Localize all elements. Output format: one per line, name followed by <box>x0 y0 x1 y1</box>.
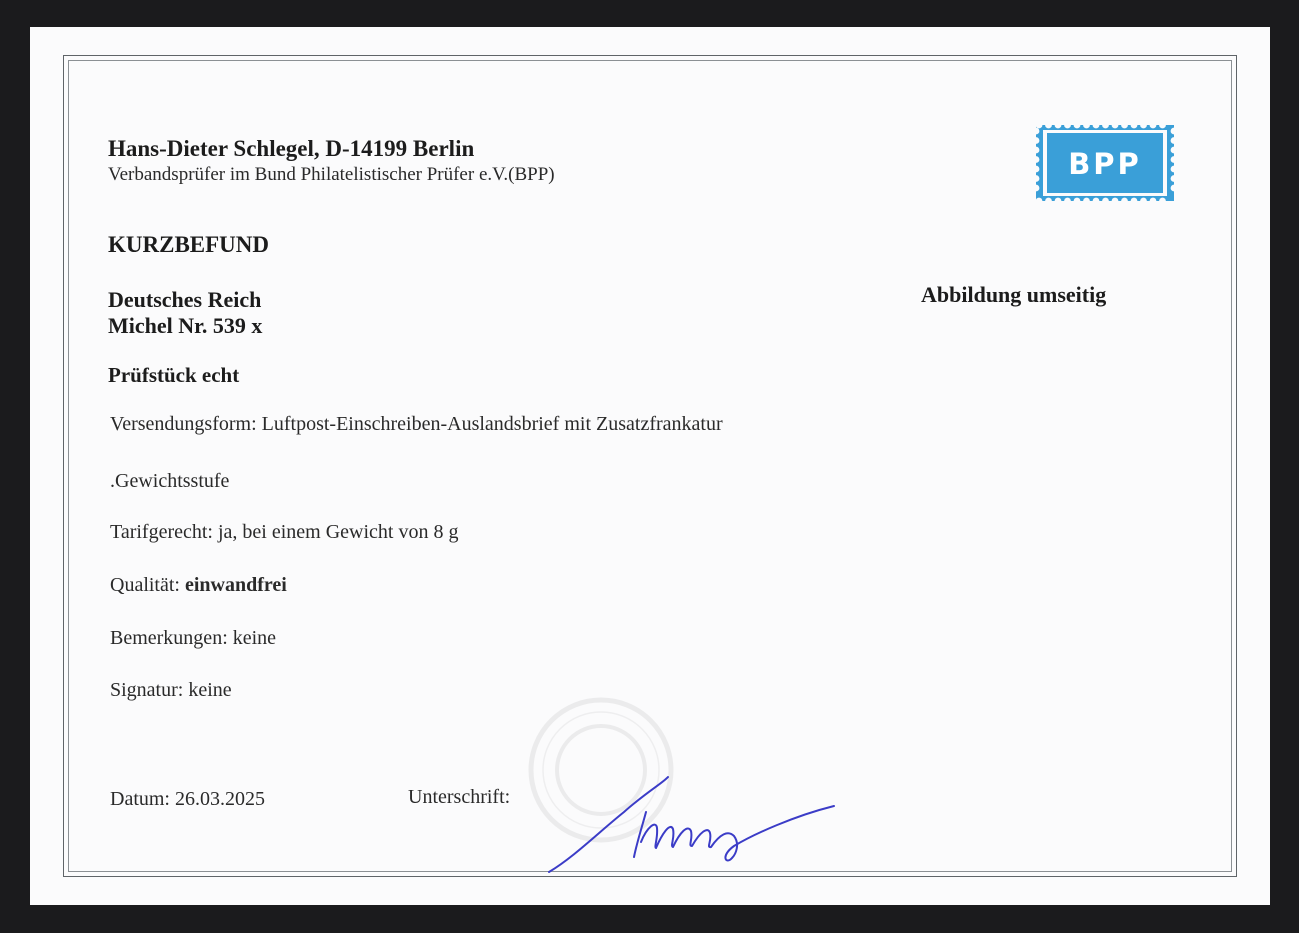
quality-label: Qualität: <box>110 574 180 596</box>
shipping-form: Versendungsform: Luftpost-Einschreiben-Auslandsbrief mit Zusatzfrankatur <box>110 413 723 435</box>
remarks: Bemerkungen: keine <box>110 627 277 649</box>
handwritten-signature <box>544 772 874 877</box>
signature-mark: Signatur: keine <box>110 679 232 701</box>
item-catalog-number: Michel Nr. 539 x <box>108 313 263 338</box>
certificate-sheet <box>30 27 1270 905</box>
bpp-stamp-logo-icon <box>1033 122 1177 204</box>
examiner-name: Hans-Dieter Schlegel, D-14199 Berlin <box>108 136 475 161</box>
date: Datum: 26.03.2025 <box>110 788 265 810</box>
quality <box>110 574 287 597</box>
bpp-logo-text: BPP <box>1068 147 1142 181</box>
examiner-association: Verbandsprüfer im Bund Philatelistischer Prüfer e.V.(BPP) <box>108 164 555 185</box>
examination-result: Prüfstück echt <box>108 363 240 387</box>
weight-class: .Gewichtsstufe <box>110 470 230 492</box>
quality-value: einwandfrei <box>184 574 287 596</box>
tariff-correct: Tarifgerecht: ja, bei einem Gewicht von 8 g <box>110 521 459 543</box>
item-country: Deutsches Reich <box>108 287 262 312</box>
image-note: Abbildung umseitig <box>921 282 1107 307</box>
document-title: KURZBEFUND <box>108 232 270 257</box>
signature-label: Unterschrift: <box>408 786 511 808</box>
